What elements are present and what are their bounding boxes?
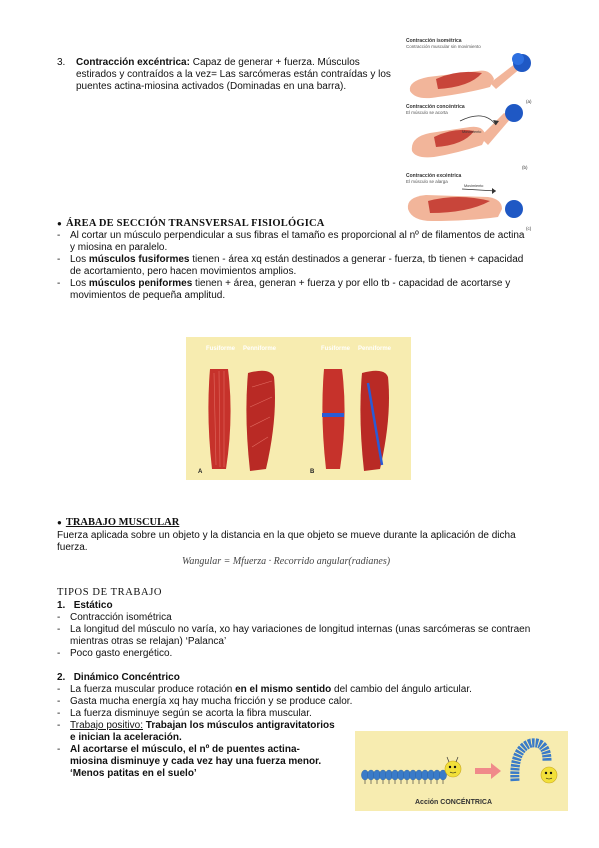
item-3	[57, 57, 392, 93]
contraction-figure	[398, 33, 540, 233]
list-item	[57, 612, 547, 624]
panel-b-tag: (b)	[522, 165, 528, 170]
list-item-text: tienen + área, generan + fuerza y por ello tb - capacidad de acortarse y movimientos de pequeña amplitud.	[70, 278, 511, 301]
list-item-text: tienen - área xq están destinados a generar - fuerza, tb tienen + capacidad de acortamiento, pero hacen movimientos amplios.	[70, 254, 524, 277]
list-item	[57, 720, 335, 744]
caterpillar-arched	[515, 743, 557, 783]
caterpillar-flat	[361, 757, 461, 784]
dinamico-number: 2.	[57, 672, 66, 683]
list-item-text: Los	[70, 278, 89, 289]
panel-a-sub: Contracción muscular sin movimiento	[406, 44, 481, 49]
estatico-heading	[57, 600, 547, 612]
movement-arrow-b	[460, 116, 496, 125]
caterpillar-head-a	[445, 761, 461, 777]
cross-section-line-fusiforme	[322, 413, 344, 417]
label-penniforme-b: Penniforme	[358, 346, 392, 352]
panel-c-sub: El músculo se alarga	[406, 179, 448, 184]
item-3-text	[76, 57, 392, 93]
arrow-icon	[475, 763, 501, 779]
tag-b: B	[310, 469, 315, 475]
list-item	[57, 230, 527, 254]
list-item	[57, 624, 547, 648]
arm-isometric	[410, 53, 531, 98]
panel-a-title: Contracción isométrica	[406, 38, 462, 44]
panel-b-title: Contracción concéntrica	[406, 104, 465, 110]
estatico-number: 1.	[57, 600, 66, 611]
list-item	[57, 744, 335, 780]
panel-c-tag: (c)	[526, 226, 532, 231]
item-3-number: 3.	[57, 57, 66, 68]
list-item-bold: músculos peniformes	[88, 278, 193, 289]
list-item	[57, 648, 547, 660]
section-area-heading	[57, 218, 527, 230]
caterpillar-head-b	[541, 767, 557, 783]
list-item	[57, 708, 547, 720]
section-area	[57, 218, 527, 302]
estatico-title: Estático	[73, 600, 113, 611]
movement-arrow-c	[462, 189, 496, 191]
list-item-underline: Trabajo positivo:	[70, 720, 143, 731]
arm-eccentric	[408, 188, 523, 221]
list-item-text: Gasta mucha energía xq hay mucha fricción y se produce calor.	[70, 696, 353, 707]
dumbbell-c	[505, 200, 523, 218]
estatico-list	[57, 612, 547, 660]
label-penniforme-a: Penniforme	[243, 346, 277, 352]
tipos-heading: TIPOS DE TRABAJO	[57, 587, 163, 598]
item-3-body: Capaz de generar + fuerza. Músculos estirados y contraídos a la vez= Las sarcómeras están contraídas y los puentes actina-miosina activados (Dominadas en una barra).	[76, 57, 391, 92]
list-item-text: Contracción isométrica	[70, 612, 172, 623]
dinamico-title: Dinámico Concéntrico	[73, 672, 180, 683]
list-item-text: Los	[70, 254, 89, 265]
list-item	[57, 696, 547, 708]
dinamico-heading	[57, 672, 547, 684]
panel-b-arrow-label: Movimiento	[462, 130, 482, 134]
section-trabajo-heading	[57, 517, 547, 529]
list-item-text: Al cortar un músculo perpendicular a sus fibras el tamaño es proporcional al nº de filamentos de actina y miosina en paralelo.	[70, 230, 525, 253]
section-trabajo-title: TRABAJO MUSCULAR	[65, 517, 180, 528]
list-item-text: La fuerza muscular produce rotación	[70, 684, 236, 695]
list-item-text: Poco gasto energético.	[70, 648, 173, 659]
muscle-illustration	[186, 337, 411, 480]
panel-c-arrow-label: Movimiento	[464, 184, 484, 188]
section-trabajo-bullet: ●	[57, 518, 62, 527]
list-item-bold: Al acortarse el músculo, el nº de puentes actina-miosina disminuye y cada vez hay una fuerza menor. ‘Menos patitas en el suelo’	[70, 744, 322, 779]
label-fusiforme-b: Fusiforme	[321, 346, 351, 352]
caterpillar-caption: Acción CONCÉNTRICA	[415, 799, 493, 806]
tag-a: A	[198, 469, 203, 475]
list-item-bold: Trabajan los músculos antigravitatorios e inician la aceleración.	[70, 720, 335, 743]
item-3-title: Contracción excéntrica:	[76, 57, 190, 68]
caterpillar-figure	[355, 731, 568, 811]
label-fusiforme-a: Fusiforme	[206, 346, 236, 352]
muscle-fusiforme-b	[322, 369, 345, 469]
muscle-figure	[186, 337, 411, 480]
muscle-penniforme-b	[360, 371, 389, 471]
list-item	[57, 684, 547, 696]
caterpillar-illustration	[355, 731, 568, 811]
section-trabajo	[57, 517, 547, 568]
list-item	[57, 278, 527, 302]
section-trabajo-text: Fuerza aplicada sobre un objeto y la distancia en la que objeto se mueve durante la aplicación de dicha fuerza.	[57, 530, 516, 553]
panel-a-tag: (a)	[526, 99, 532, 104]
muscle-penniforme-a	[246, 371, 275, 471]
contraction-illustration	[398, 33, 540, 233]
formula: Wangular = Mfuerza · Recorrido angular(radianes)	[182, 556, 391, 567]
section-area-list	[57, 230, 527, 302]
panel-c-title: Contracción excéntrica	[406, 173, 462, 179]
muscle-fusiforme-a	[208, 369, 230, 469]
list-item-text: La fuerza disminuye según se acorta la fibra muscular.	[70, 708, 312, 719]
list-item	[57, 254, 527, 278]
list-item-text: del cambio del ángulo articular.	[331, 684, 472, 695]
list-item-bold: músculos fusiformes	[88, 254, 190, 265]
list-item-bold: en el mismo sentido	[235, 684, 332, 695]
section-area-bullet: ●	[57, 219, 63, 228]
list-item-text: La longitud del músculo no varía, xo hay variaciones de longitud internas (unas sarcómeras se contraen mientras otras se relajan) ‘Palanca’	[70, 624, 531, 647]
dumbbell-b	[505, 104, 523, 122]
section-area-title: ÁREA DE SECCIÓN TRANSVERSAL FISIOLÓGICA	[66, 218, 325, 229]
panel-b-sub: El músculo se acorta	[406, 110, 448, 115]
